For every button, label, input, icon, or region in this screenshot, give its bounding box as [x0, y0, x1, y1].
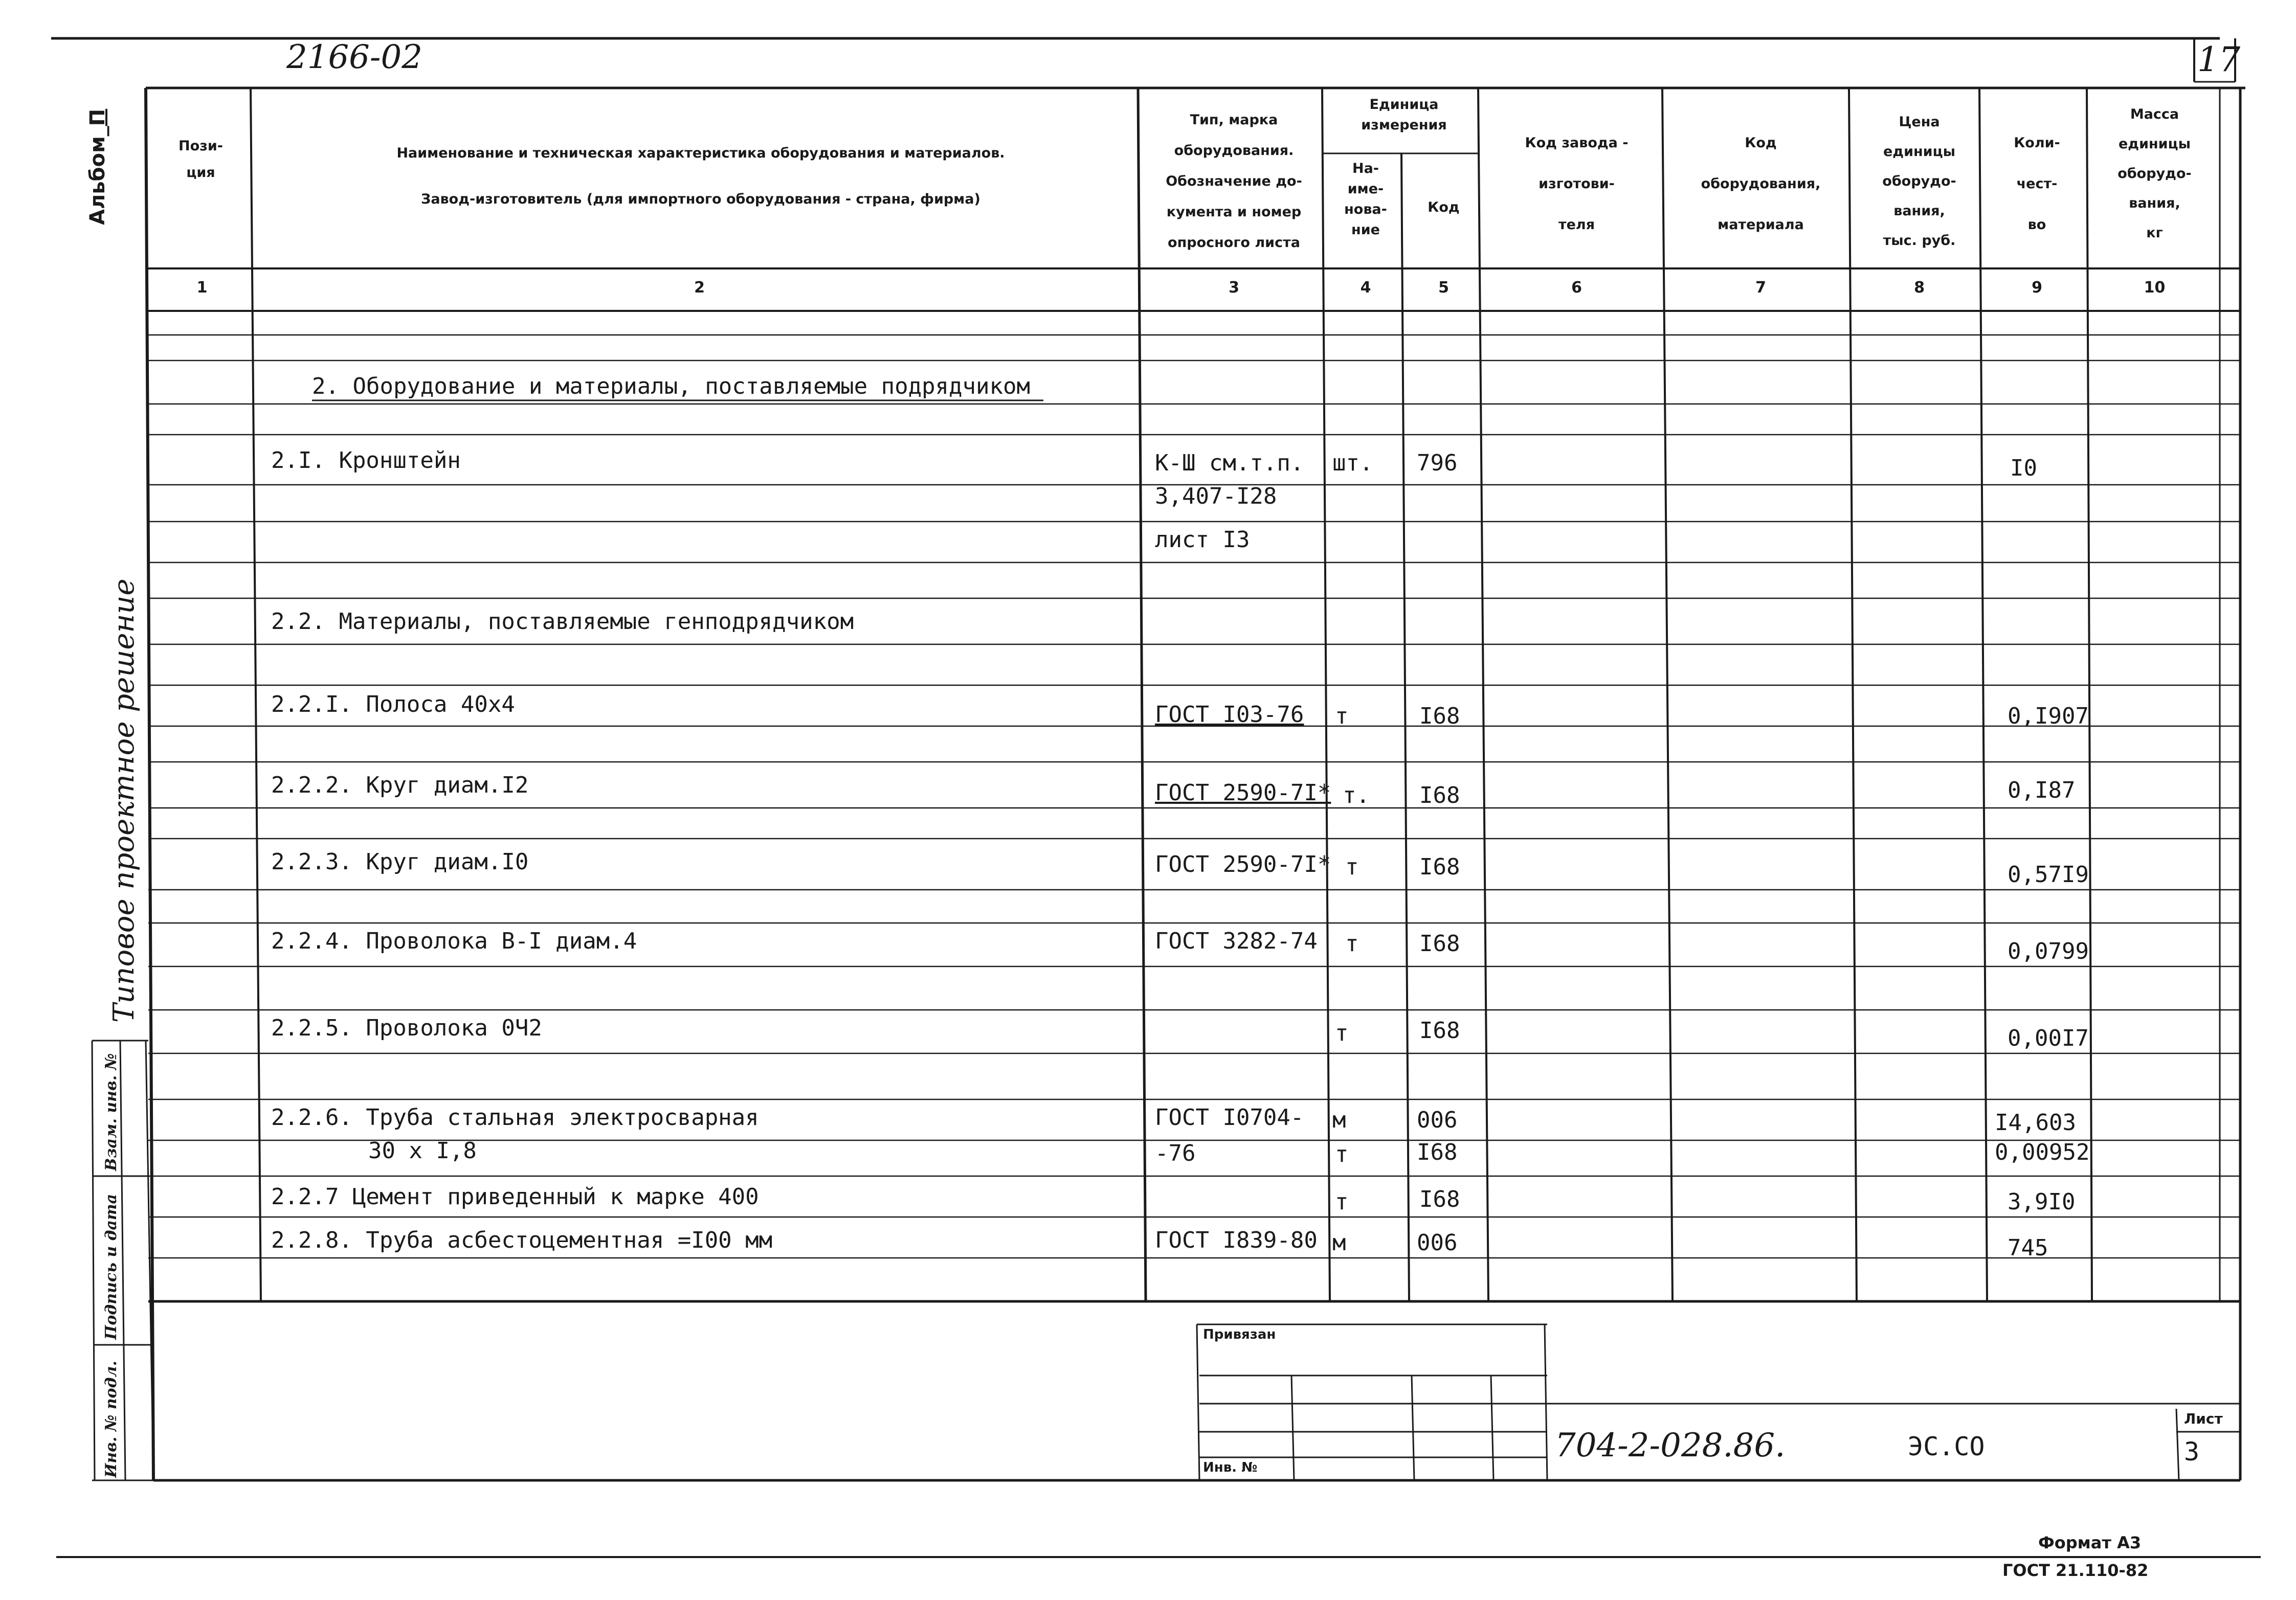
row-name: 2.I. Кронштейн — [271, 447, 461, 474]
row-code: I68 — [1419, 782, 1460, 808]
col-number: 4 — [1360, 279, 1371, 297]
col-header-maker-code: Код завода - изготови- теля — [1525, 135, 1629, 233]
row-unit: т — [1335, 1020, 1349, 1046]
row-type: К-Ш см.т.п. — [1155, 450, 1304, 476]
col-number: 10 — [2144, 279, 2166, 297]
row-type: ГОСТ 2590-7I* — [1155, 780, 1331, 806]
row-type: -76 — [1155, 1140, 1196, 1166]
row-qty: 0,57I9 — [2008, 862, 2089, 888]
row-unit: шт. — [1332, 450, 1373, 476]
row-unit: т — [1335, 703, 1349, 729]
section-heading: 2. Оборудование и материалы, поставляемые подрядчиком — [312, 373, 1030, 399]
row-unit: м — [1332, 1230, 1346, 1256]
strip-sign-date: Подпись и дата — [102, 1193, 120, 1340]
row-code: I68 — [1417, 1139, 1458, 1165]
row-type: ГОСТ 2590-7I* — [1155, 851, 1331, 877]
sheet-number: 3 — [2184, 1437, 2200, 1467]
stamp-inv-label: Инв. № — [1203, 1460, 1258, 1475]
row-code: I68 — [1419, 854, 1460, 880]
row-name: 2.2.4. Проволока В-I диам.4 — [271, 928, 637, 954]
col-header-unit-name: На- име- нова- ние — [1344, 161, 1387, 238]
row-type: 3,407-I28 — [1155, 483, 1277, 509]
strip-inv-orig: Инв. № подл. — [102, 1361, 120, 1478]
row-qty: 0,00952 — [1995, 1139, 2090, 1165]
row-name: 2.2.6. Труба стальная электросварная — [271, 1105, 759, 1131]
row-unit: т — [1345, 854, 1359, 880]
gost-label: ГОСТ 21.110-82 — [2002, 1561, 2149, 1580]
row-qty: I4,603 — [1995, 1110, 2076, 1136]
row-name: 2.2.I. Полоса 40х4 — [271, 691, 515, 717]
row-type: ГОСТ I839-80 — [1155, 1227, 1318, 1253]
col-number: 3 — [1229, 279, 1239, 297]
col-number: 8 — [1914, 279, 1925, 297]
col-header-unit: Единица измерения — [1361, 97, 1447, 133]
row-qty: I0 — [2010, 455, 2037, 481]
section-code: ЭС.СО — [1908, 1432, 1985, 1461]
col-number: 9 — [2032, 279, 2042, 297]
row-name: 30 х I,8 — [368, 1138, 477, 1164]
row-code: 796 — [1417, 450, 1458, 476]
col-header-price: Цена единицы оборудо- вания, тыс. руб. — [1882, 114, 1956, 249]
row-type: ГОСТ I03-76 — [1155, 702, 1304, 728]
row-code: I68 — [1419, 1018, 1460, 1044]
row-qty: 3,9I0 — [2008, 1189, 2076, 1215]
row-qty: 0,I907 — [2008, 703, 2089, 729]
row-code: I68 — [1419, 1186, 1460, 1212]
row-unit: м — [1332, 1107, 1346, 1133]
stamp-linked-label: Привязан — [1203, 1327, 1276, 1342]
row-qty: 0,00I7 — [2008, 1025, 2089, 1051]
col-number: 6 — [1571, 279, 1582, 297]
row-code: 006 — [1417, 1107, 1458, 1133]
col-header-qty: Коли- чест- во — [2014, 135, 2060, 233]
row-name: 2.2.2. Круг диам.I2 — [271, 772, 529, 798]
album-label: Альбом_П — [86, 108, 109, 225]
row-unit: т. — [1343, 782, 1370, 808]
row-name: 2.2.7 Цемент приведенный к марке 400 — [271, 1184, 759, 1210]
col-number: 1 — [196, 279, 208, 297]
col-number: 5 — [1438, 279, 1449, 297]
row-qty: 0,0799 — [2008, 938, 2089, 964]
row-code: 006 — [1417, 1230, 1458, 1256]
row-name: 2.2.5. Проволока 0Ч2 — [271, 1015, 542, 1041]
col-header-name: Наименование и техническая характеристика оборудования и материалов. Завод-изготовитель (для импортного оборудования - страна, фирма) — [396, 145, 1005, 207]
strip-replace-inv: Взам. инв. № — [102, 1053, 120, 1171]
row-qty: 0,I87 — [2008, 777, 2076, 803]
row-name: 2.2.3. Круг диам.I0 — [271, 849, 529, 875]
format-label: Формат А3 — [2038, 1533, 2142, 1552]
row-type: ГОСТ I0704- — [1155, 1105, 1304, 1131]
project-code: 704-2-028.86. — [1555, 1427, 1786, 1464]
col-number: 7 — [1755, 279, 1766, 297]
row-name: 2.2.8. Труба асбестоцементная =I00 мм — [271, 1227, 773, 1253]
row-unit: т — [1335, 1141, 1349, 1167]
col-header-type: Тип, марка оборудования. Обозначение до- кумента и номер опросного листа — [1166, 112, 1302, 251]
row-code: I68 — [1419, 931, 1460, 957]
col-header-unit-code: Код — [1428, 199, 1460, 215]
col-header-position: Пози- ция — [179, 138, 223, 181]
side-title: Типовое проектное решение — [107, 578, 141, 1023]
row-type: ГОСТ 3282-74 — [1155, 928, 1318, 954]
col-number: 2 — [694, 279, 705, 297]
subsection-heading: 2.2. Материалы, поставляемые генподрядчиком — [271, 609, 854, 635]
row-qty: 745 — [2008, 1235, 2048, 1261]
sheet-corner-number: 17 — [2197, 40, 2240, 79]
col-header-mass: Масса единицы оборудо- вания, кг — [2117, 106, 2192, 241]
sheet-label: Лист — [2184, 1410, 2223, 1427]
row-type: лист I3 — [1155, 527, 1250, 553]
row-unit: т — [1345, 931, 1359, 957]
row-unit: т — [1335, 1189, 1349, 1215]
archive-number: 2166-02 — [286, 38, 422, 76]
row-code: I68 — [1419, 703, 1460, 729]
col-header-equip-code: Код оборудования, материала — [1701, 135, 1821, 233]
